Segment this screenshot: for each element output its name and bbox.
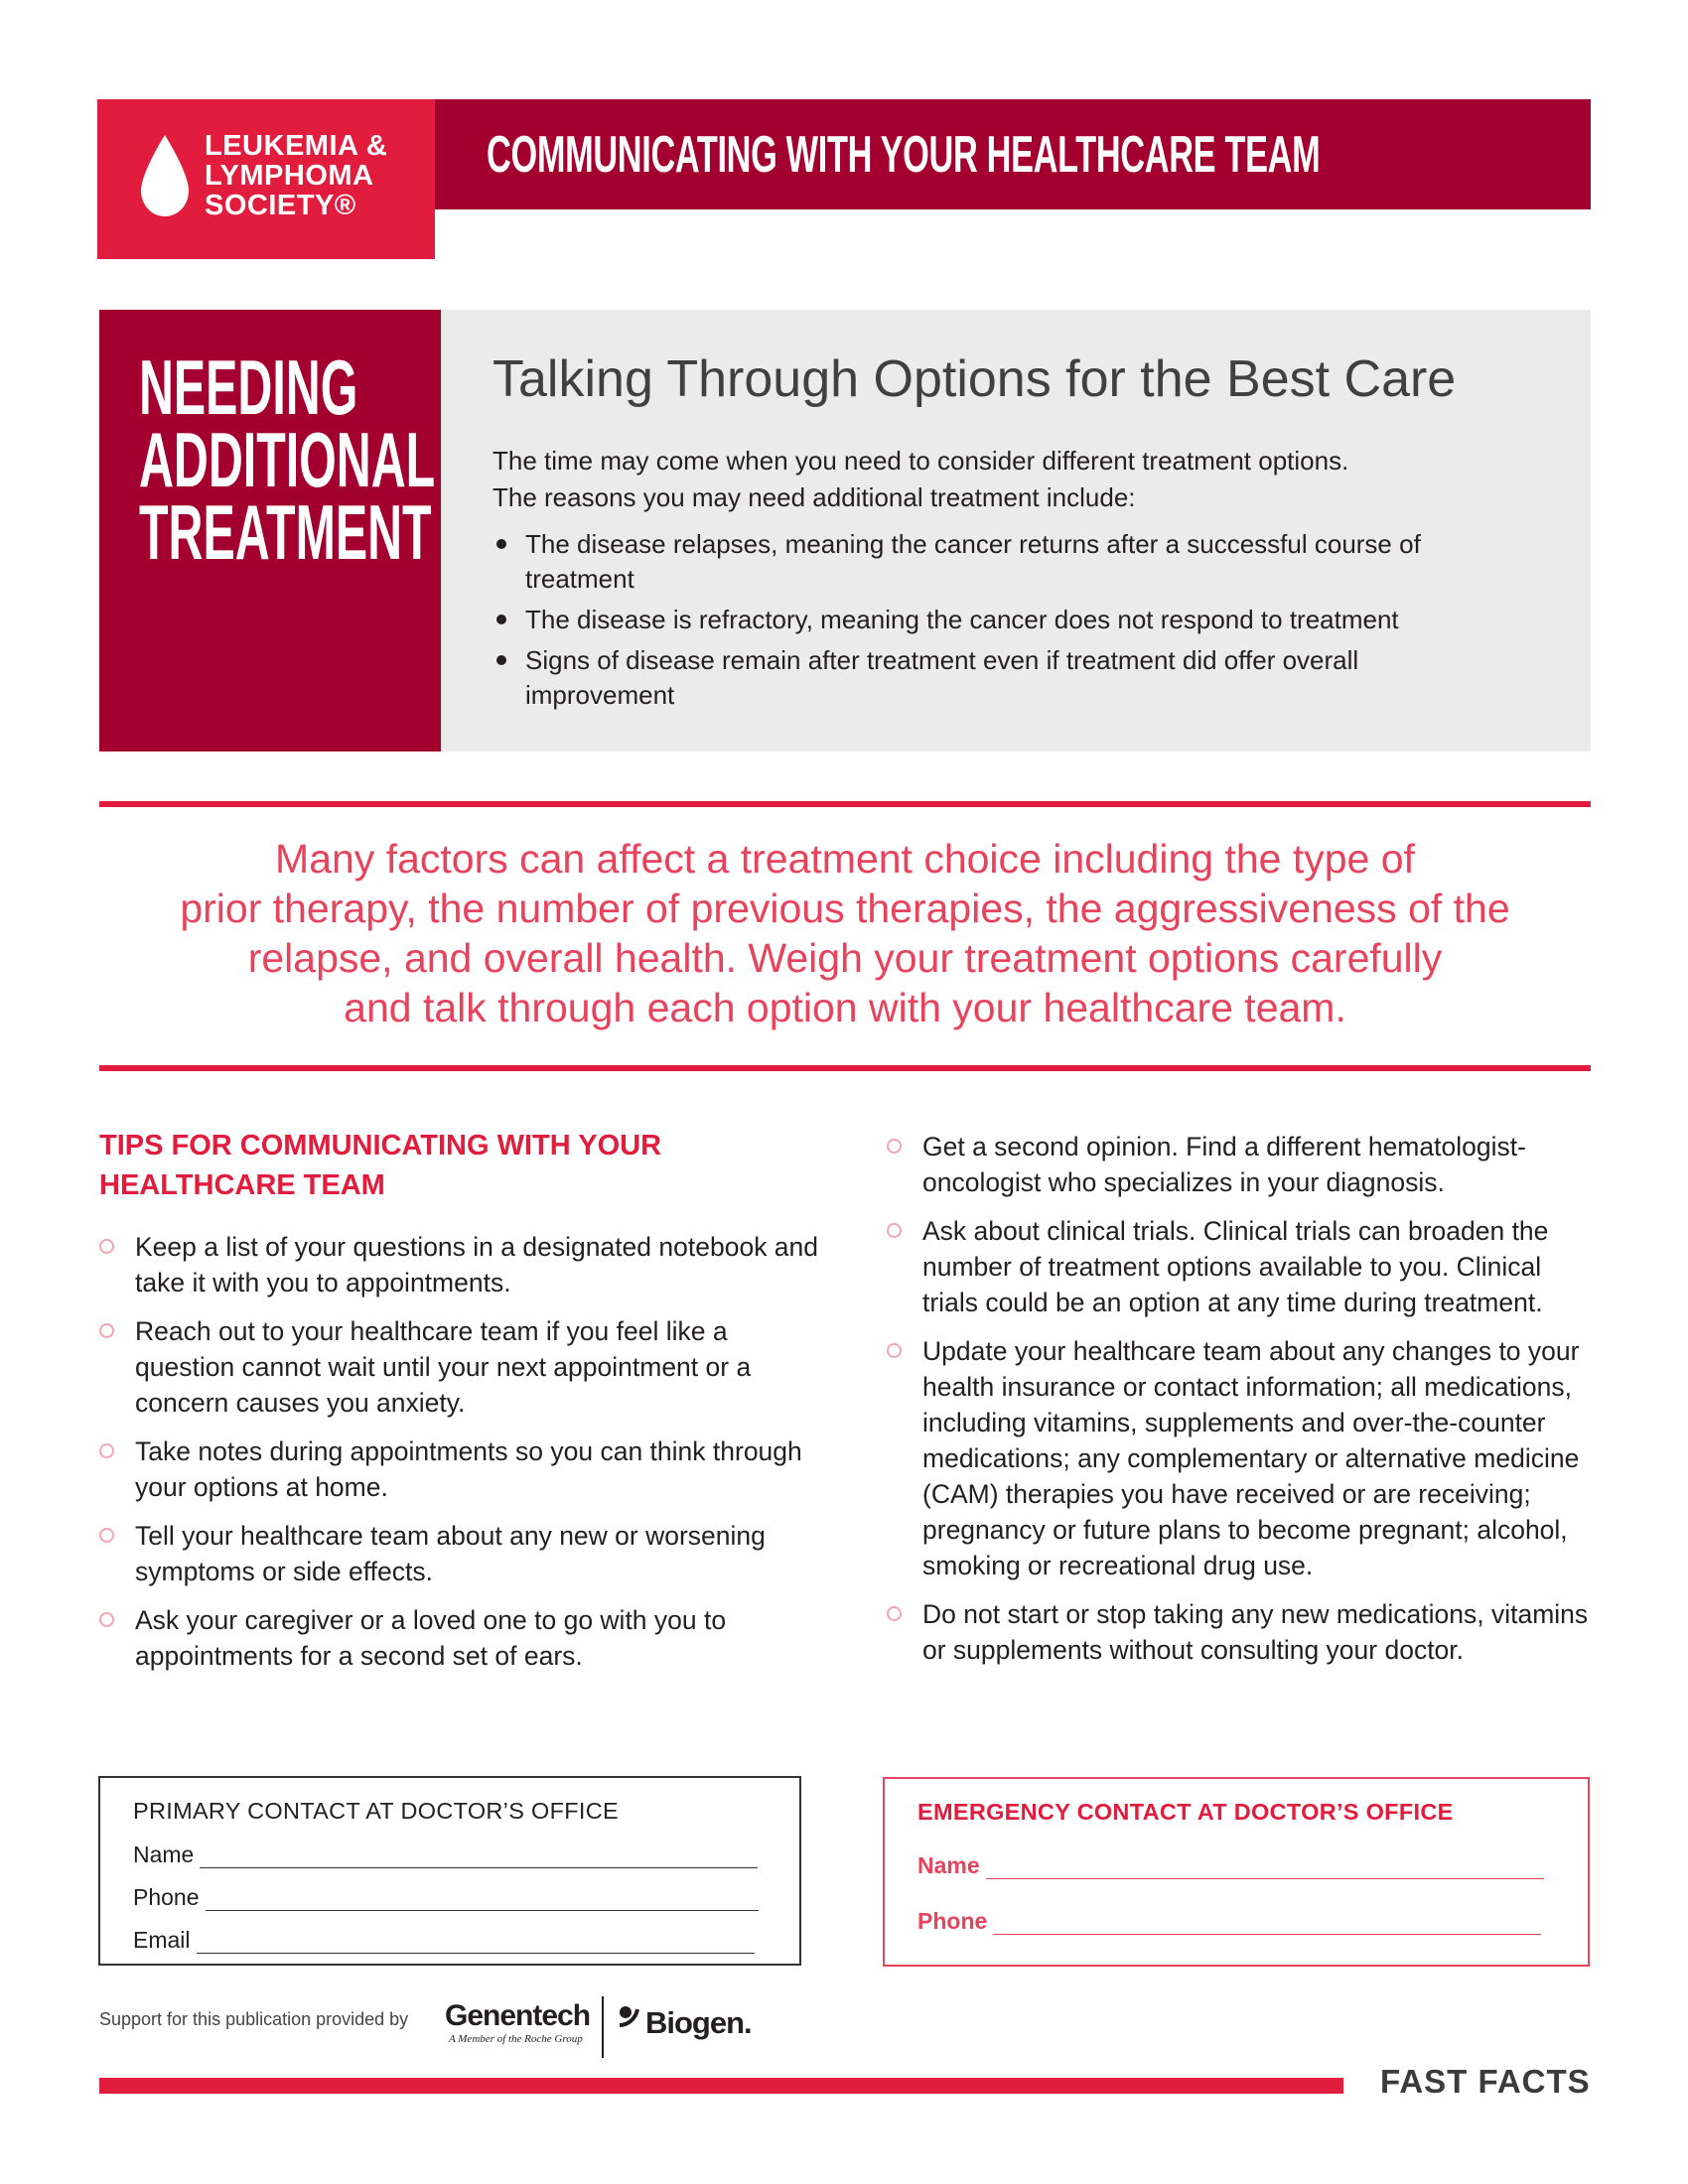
primary-phone-field[interactable]	[133, 1884, 759, 1911]
primary-name-line[interactable]	[200, 1849, 758, 1868]
emergency-phone-field[interactable]	[917, 1908, 1541, 1935]
blood-drop-icon	[139, 133, 191, 218]
quote-line-3: relapse, and overall health. Weigh your treatment options carefully	[247, 935, 1443, 981]
emergency-contact-box	[883, 1777, 1590, 1967]
primary-contact-box	[98, 1776, 801, 1966]
fast-facts-label: FAST FACTS	[1380, 2063, 1591, 2100]
logo-line-2: LYMPHOMA	[205, 160, 374, 192]
logo-line-3: SOCIETY®	[205, 190, 356, 221]
tips-heading-line-1: TIPS FOR COMMUNICATING WITH YOUR	[99, 1130, 662, 1161]
logo-text	[205, 131, 387, 220]
list-item: Tell your healthcare team about any new or worsening symptoms or side effects.	[99, 1518, 819, 1589]
pull-quote	[119, 834, 1571, 1032]
reasons-list	[492, 527, 1495, 719]
tips-list-left	[99, 1229, 819, 1687]
primary-email-line[interactable]	[197, 1935, 755, 1954]
logo-line-1: LEUKEMIA &	[205, 130, 388, 162]
list-item: Update your healthcare team about any changes to your health insurance or contact information; all medications, including vitamins, supplements and over-the-counter medications; any complementary or alternative medicine (CAM) therapies you have received or are receiving; pregnancy or future plans to become pregnant; alcohol, smoking or recreational drug use.	[887, 1333, 1602, 1583]
biogen-mark-icon	[616, 2003, 643, 2031]
biogen-logo: Biogen.	[645, 2005, 752, 2040]
section-label-line-3: TREATMENT	[139, 488, 432, 576]
primary-phone-label: Phone	[133, 1884, 200, 1910]
list-item: Signs of disease remain after treatment even if treatment did offer overall improvement	[492, 643, 1495, 713]
quote-line-2: prior therapy, the number of previous therapies, the aggressiveness of the	[180, 886, 1510, 931]
primary-email-field[interactable]	[133, 1927, 755, 1954]
section-label-line-2: ADDITIONAL	[139, 416, 436, 503]
section-label	[139, 343, 436, 576]
intro-paragraph-line-1: The time may come when you need to consider different treatment options.	[492, 446, 1349, 476]
intro-heading: Talking Through Options for the Best Care	[492, 350, 1457, 408]
intro-paragraph-line-2: The reasons you may need additional treatment include:	[492, 482, 1136, 512]
list-item: Ask about clinical trials. Clinical trials can broaden the number of treatment options available to you. Clinical trials could be an option at any time during treatment.	[887, 1213, 1602, 1320]
section-label-line-1: NEEDING	[139, 343, 358, 431]
emergency-name-field[interactable]	[917, 1852, 1544, 1879]
list-item: Get a second opinion. Find a different hematologist-oncologist who specializes in your diagnosis.	[887, 1129, 1602, 1200]
list-item: Do not start or stop taking any new medications, vitamins or supplements without consulting your doctor.	[887, 1596, 1602, 1668]
emergency-name-line[interactable]	[986, 1860, 1544, 1879]
tips-list-right	[887, 1129, 1602, 1681]
list-item: Keep a list of your questions in a designated notebook and take it with you to appointments.	[99, 1229, 819, 1300]
emergency-phone-label: Phone	[917, 1908, 988, 1934]
support-text: Support for this publication provided by	[99, 2009, 409, 2029]
genentech-logo: Genentech	[445, 1999, 591, 2032]
list-item: Ask your caregiver or a loved one to go with you to appointments for a second set of ears.	[99, 1602, 819, 1674]
sponsor-divider	[602, 1996, 604, 2058]
primary-name-field[interactable]	[133, 1842, 758, 1868]
list-item: The disease relapses, meaning the cancer returns after a successful course of treatment	[492, 527, 1495, 597]
page-title: COMMUNICATING WITH YOUR HEALTHCARE TEAM	[487, 126, 1321, 184]
list-item: Take notes during appointments so you can think through your options at home.	[99, 1433, 819, 1505]
emergency-contact-title: EMERGENCY CONTACT AT DOCTOR’S OFFICE	[917, 1799, 1454, 1825]
divider-top	[99, 801, 1591, 807]
emergency-name-label: Name	[917, 1852, 980, 1878]
list-item: Reach out to your healthcare team if you feel like a question cannot wait until your next appointment or a concern causes you anxiety.	[99, 1313, 819, 1421]
list-item: The disease is refractory, meaning the cancer does not respond to treatment	[492, 603, 1495, 637]
tips-heading	[99, 1126, 715, 1205]
quote-line-1: Many factors can affect a treatment choice including the type of	[275, 836, 1415, 882]
primary-phone-line[interactable]	[206, 1892, 759, 1911]
genentech-tagline: A Member of the Roche Group	[449, 2033, 583, 2045]
emergency-phone-line[interactable]	[993, 1916, 1541, 1935]
intro-paragraph	[492, 443, 1485, 516]
primary-email-label: Email	[133, 1927, 191, 1953]
footer-bar	[99, 2078, 1343, 2094]
primary-name-label: Name	[133, 1842, 195, 1867]
divider-bottom	[99, 1065, 1591, 1071]
primary-contact-title: PRIMARY CONTACT AT DOCTOR’S OFFICE	[133, 1798, 619, 1824]
quote-line-4: and talk through each option with your healthcare team.	[344, 985, 1346, 1030]
tips-heading-line-2: HEALTHCARE TEAM	[99, 1169, 385, 1201]
